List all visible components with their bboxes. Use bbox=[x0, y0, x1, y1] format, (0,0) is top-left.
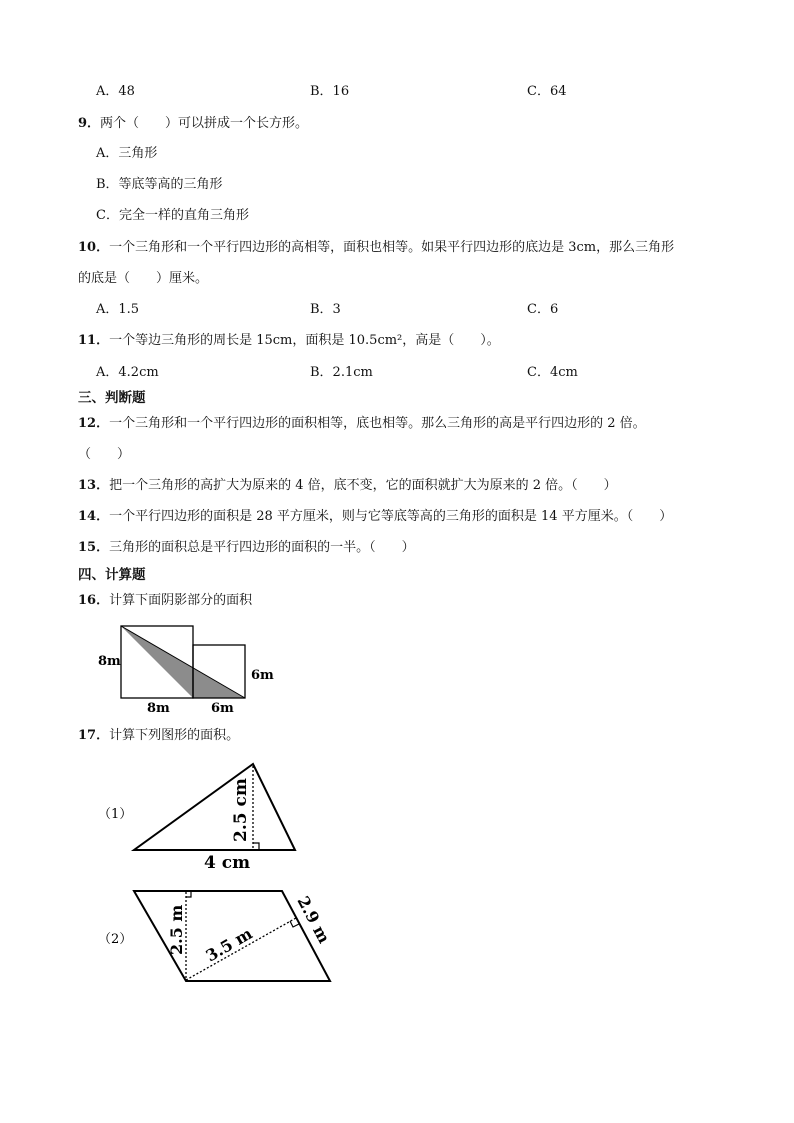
question-number: 11． bbox=[78, 333, 110, 348]
label-left-base: 8m bbox=[147, 701, 170, 716]
fig2-side-label: 2.9 m bbox=[293, 892, 334, 947]
fig1-base-label: 4 cm bbox=[204, 853, 251, 873]
answer-bracket[interactable]: （ ） bbox=[78, 447, 131, 462]
question-text: 计算下列图形的面积。 bbox=[109, 728, 240, 743]
question-number: 9． bbox=[78, 116, 101, 131]
label-right-side: 6m bbox=[251, 668, 274, 683]
q11-option-a[interactable]: A．4.2cm bbox=[96, 365, 159, 380]
question-text: 一个三角形和一个平行四边形的面积相等，底也相等。那么三角形的高是平行四边形的 2 倍。 bbox=[109, 416, 646, 431]
q8-option-b[interactable]: B．16 bbox=[310, 84, 350, 99]
question-text: 一个平行四边形的面积是 28 平方厘米，则与它等底等高的三角形的面积是 14 平方厘米。（ ） bbox=[109, 509, 673, 524]
fig2-right-angle-mark bbox=[186, 892, 191, 897]
fig2-diagonal-label: 3.5 m bbox=[202, 923, 256, 966]
fig1-tag: （1） bbox=[98, 807, 133, 822]
question-text: 一个等边三角形的周长是 15cm，面积是 10.5cm²，高是（ ）。 bbox=[109, 333, 500, 348]
q10-option-c[interactable]: C．6 bbox=[527, 302, 559, 317]
question-number: 15． bbox=[78, 540, 110, 555]
q9-option-a[interactable]: A．三角形 bbox=[96, 146, 158, 161]
question-text: 把一个三角形的高扩大为原来的 4 倍，底不变，它的面积就扩大为原来的 2 倍。（ ） bbox=[109, 478, 617, 493]
label-right-base: 6m bbox=[211, 701, 234, 716]
q8-option-c[interactable]: C．64 bbox=[527, 84, 567, 99]
question-number: 14． bbox=[78, 509, 110, 524]
fig2-height-label: 2.5 m bbox=[167, 904, 186, 955]
question-text: 两个（ ）可以拼成一个长方形。 bbox=[100, 116, 309, 131]
question-text: 三角形的面积总是平行四边形的面积的一半。（ ） bbox=[109, 540, 415, 555]
section-heading-calculation: 四、计算题 bbox=[78, 567, 146, 583]
question-number: 12． bbox=[78, 416, 110, 431]
q9-option-b[interactable]: B．等底等高的三角形 bbox=[96, 177, 223, 192]
fig1-right-angle-mark bbox=[253, 843, 259, 849]
q11-option-c[interactable]: C．4cm bbox=[527, 365, 578, 380]
section-heading-judgment: 三、判断题 bbox=[78, 390, 146, 406]
question-number: 10． bbox=[78, 240, 110, 255]
question-10-line2: 的底是（ ）厘米。 bbox=[78, 271, 209, 286]
question-number: 17． bbox=[78, 728, 110, 743]
q11-option-b[interactable]: B．2.1cm bbox=[310, 365, 373, 380]
question-number: 13． bbox=[78, 478, 110, 493]
question-text: 计算下面阴影部分的面积 bbox=[109, 593, 253, 608]
fig1-height-label: 2.5 cm bbox=[231, 778, 251, 842]
question-text: 一个三角形和一个平行四边形的高相等，面积也相等。如果平行四边形的底边是 3cm，那么三角形 bbox=[109, 240, 675, 255]
fig2-tag: （2） bbox=[98, 932, 133, 947]
q10-option-a[interactable]: A．1.5 bbox=[96, 302, 140, 317]
question-number: 16． bbox=[78, 593, 110, 608]
q8-option-a[interactable]: A．48 bbox=[96, 84, 135, 99]
q10-option-b[interactable]: B．3 bbox=[310, 302, 341, 317]
q9-option-c[interactable]: C．完全一样的直角三角形 bbox=[96, 208, 249, 223]
label-left-side: 8m bbox=[98, 654, 121, 669]
fig1-triangle bbox=[134, 764, 295, 850]
